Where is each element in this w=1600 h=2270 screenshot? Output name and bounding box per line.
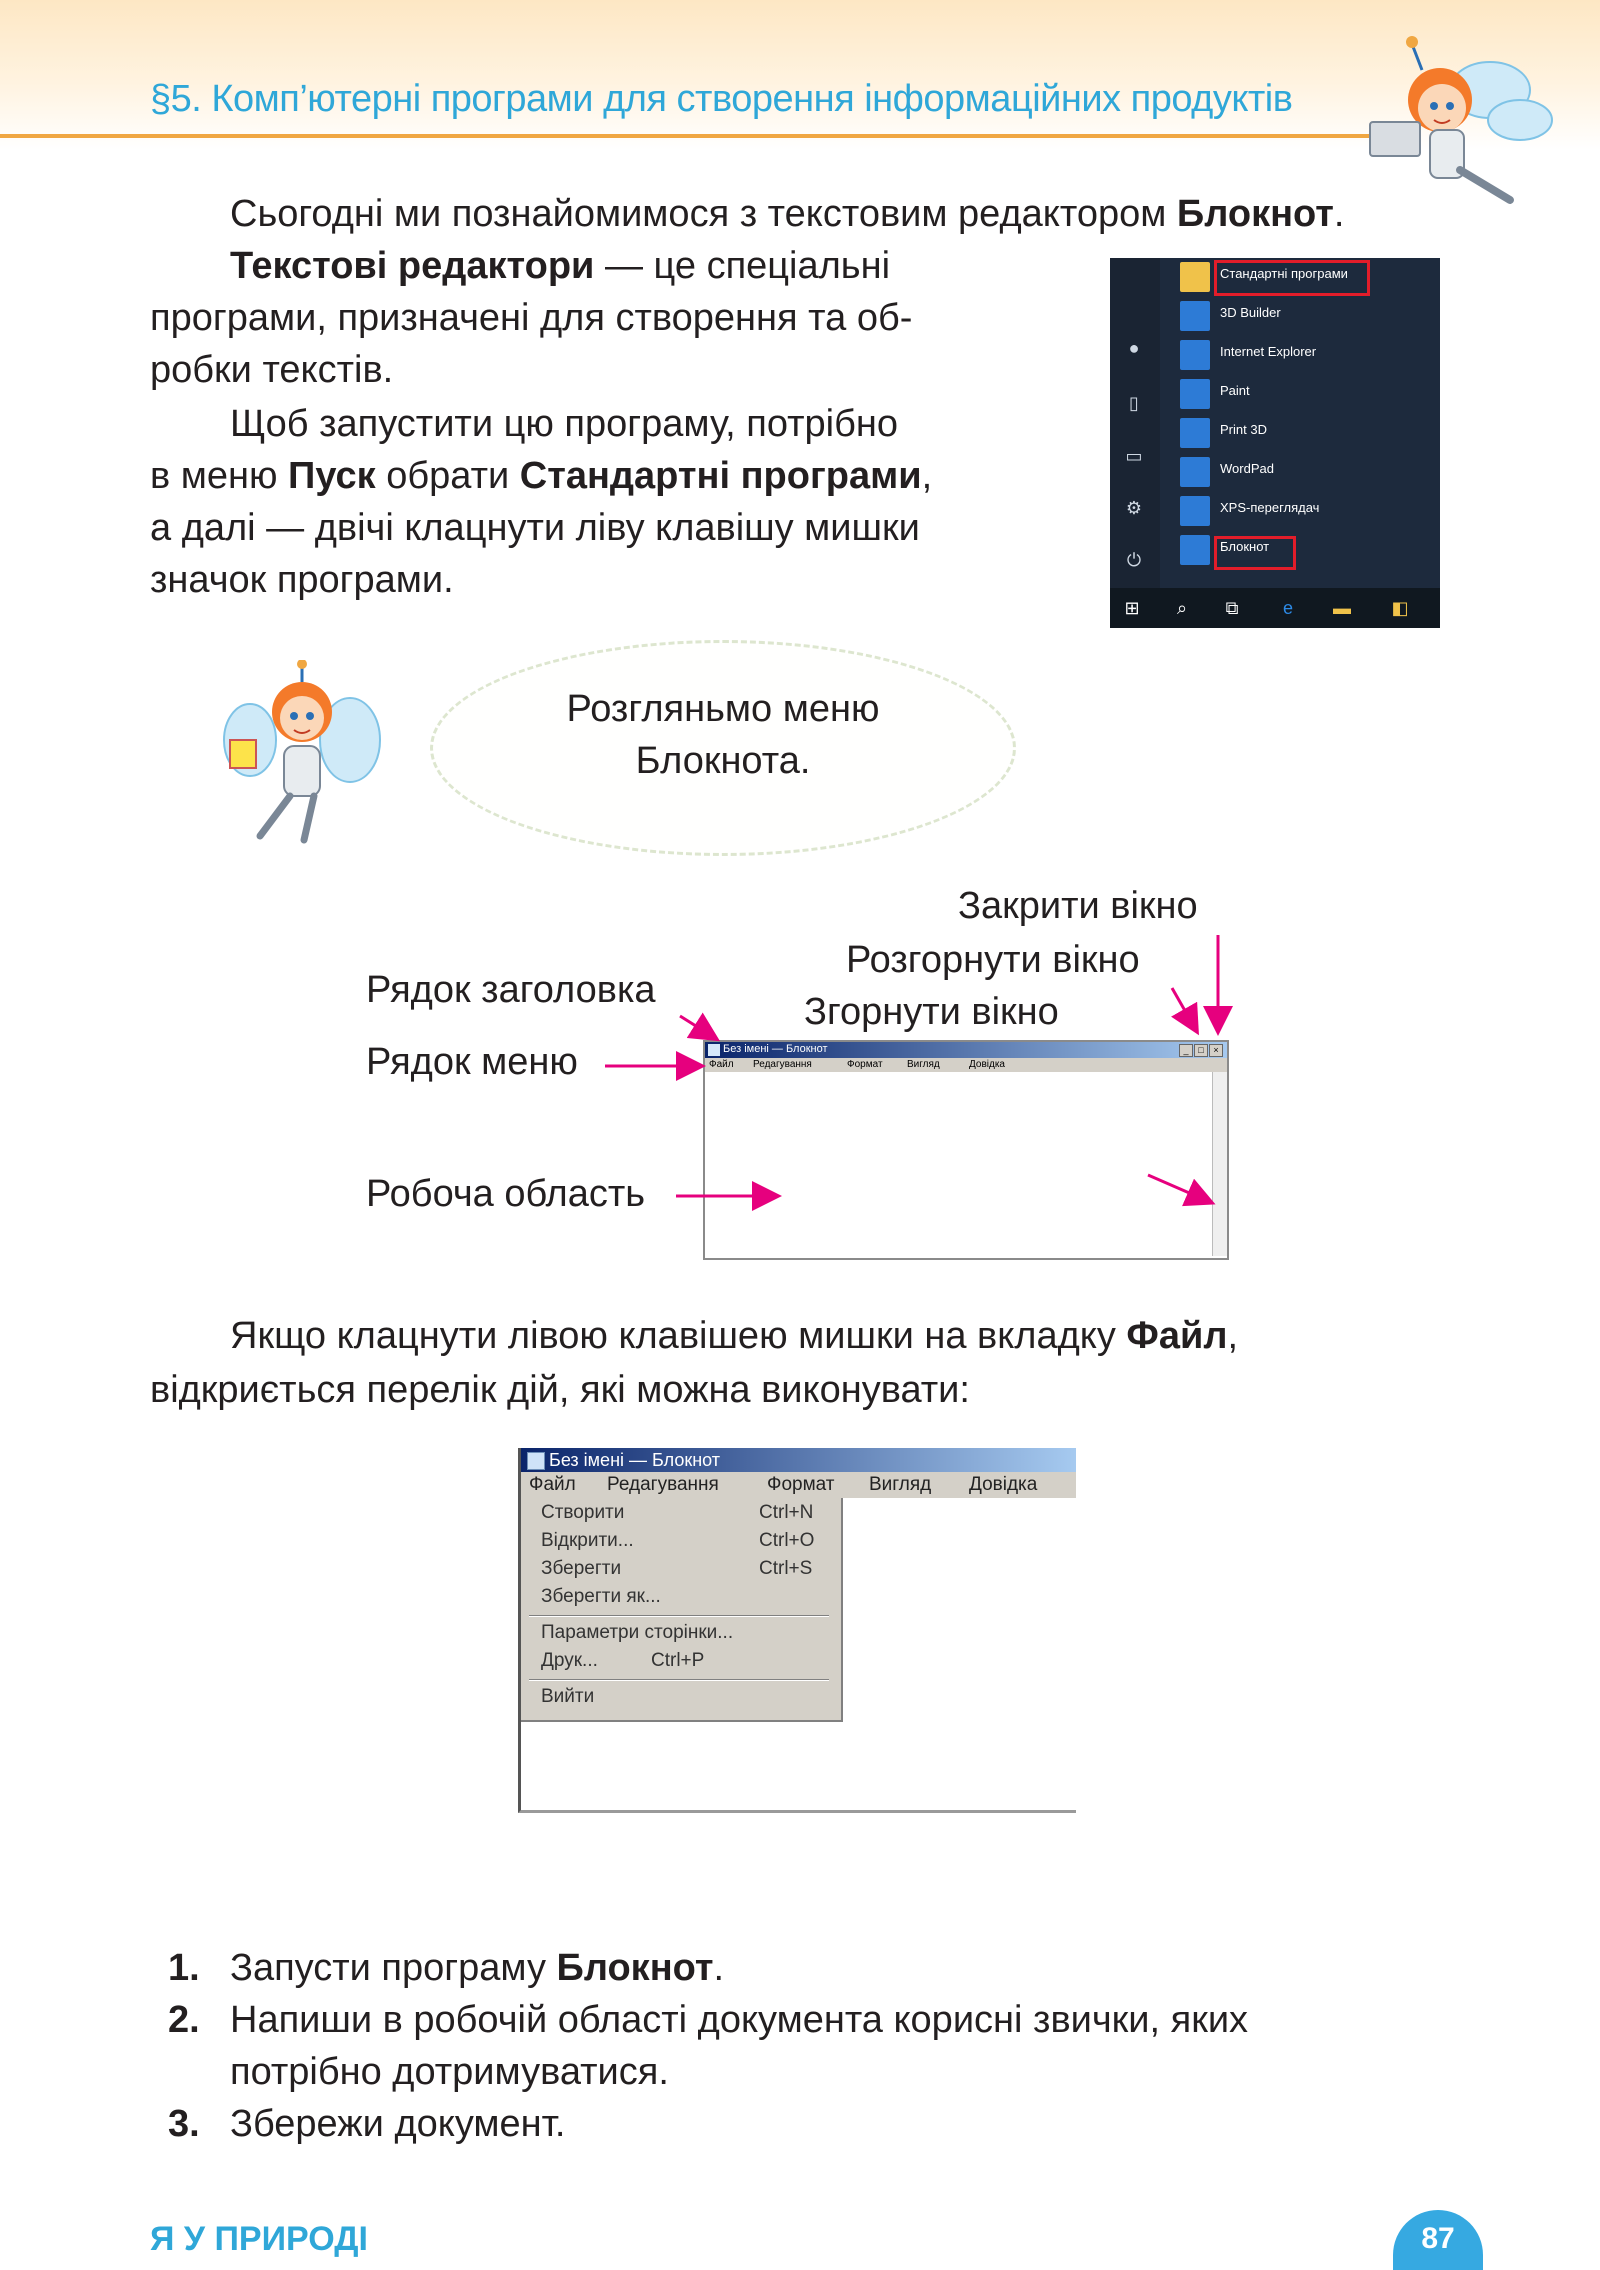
definition-line-1: Текстові редактори — це спеціальні bbox=[230, 245, 891, 287]
page-number: 87 bbox=[1421, 2222, 1455, 2255]
edge-icon[interactable]: e bbox=[1282, 598, 1293, 618]
minimize-button[interactable]: _ bbox=[1179, 1044, 1193, 1057]
shortcut-new: Ctrl+N bbox=[759, 1502, 814, 1523]
instruction-line-2: в меню Пуск обрати Стандартні програми, bbox=[150, 455, 933, 497]
documents-icon: ▯ bbox=[1129, 393, 1139, 413]
arrow-title-bar bbox=[680, 1016, 715, 1038]
shortcut-open: Ctrl+O bbox=[759, 1530, 815, 1551]
start-item-print-3d[interactable]: Print 3D bbox=[1180, 416, 1430, 450]
file-menu-intro-line-2: відкриється перелік дій, які можна виконувати: bbox=[150, 1369, 970, 1411]
start-item-notepad[interactable]: Блокнот bbox=[1180, 533, 1430, 567]
file-menu-screenshot bbox=[518, 1448, 1076, 1813]
intro-line: Сьогодні ми познайомимося з текстовим редактором Блокнот. bbox=[230, 193, 1345, 235]
label-maximize-window: Розгорнути вікно bbox=[846, 939, 1140, 981]
arrow-scrollbar bbox=[1148, 1175, 1210, 1202]
file-dropdown bbox=[521, 1498, 843, 1722]
menu-format[interactable]: Формат bbox=[847, 1059, 883, 1070]
start-item-accessories[interactable]: Стандартні програми bbox=[1180, 260, 1430, 294]
footer-section-title: Я У ПРИРОДІ bbox=[150, 2220, 368, 2258]
menu-item-exit[interactable]: Вийти bbox=[541, 1686, 595, 1707]
speech-bubble-line-1: Розгляньмо меню bbox=[566, 688, 880, 730]
close-button[interactable]: × bbox=[1209, 1044, 1223, 1057]
windows-start-icon[interactable]: ⊞ bbox=[1124, 598, 1140, 618]
definition-line-2: програми, призначені для створення та об- bbox=[150, 297, 913, 339]
search-icon[interactable]: ⌕ bbox=[1176, 598, 1188, 618]
label-title-bar: Рядок заголовка bbox=[366, 969, 656, 1011]
file-menu-intro-line-1: Якщо клацнути лівою клавішею мишки на вкладку Файл, bbox=[230, 1315, 1239, 1357]
menu-edit[interactable]: Редагування bbox=[607, 1474, 719, 1495]
user-icon: ● bbox=[1128, 338, 1140, 358]
shortcut-save: Ctrl+S bbox=[759, 1558, 813, 1579]
label-menu-bar: Рядок меню bbox=[366, 1041, 578, 1083]
menu-item-save-as[interactable]: Зберегти як... bbox=[541, 1586, 661, 1607]
task-item-1: 1. Запусти програму Блокнот. bbox=[168, 1947, 725, 1989]
menu-separator bbox=[529, 1679, 829, 1681]
label-work-area: Робоча область bbox=[366, 1173, 646, 1215]
instruction-line-1: Щоб запустити цю програму, потрібно bbox=[230, 403, 899, 445]
menu-help[interactable]: Довідка bbox=[969, 1474, 1038, 1495]
menu-help[interactable]: Довідка bbox=[969, 1059, 1005, 1070]
task-item-2-continued: потрібно дотримуватися. bbox=[230, 2051, 669, 2093]
task-item-2: 2. Напиши в робочій області документа корисні звички, яких bbox=[168, 1999, 1249, 2041]
definition-line-3: робки текстів. bbox=[150, 349, 394, 391]
pictures-icon: ▭ bbox=[1125, 446, 1143, 466]
power-icon: ⏻ bbox=[1126, 550, 1142, 570]
menu-file[interactable]: Файл bbox=[709, 1059, 734, 1070]
menu-file[interactable]: Файл bbox=[529, 1474, 576, 1495]
start-item-wordpad[interactable]: WordPad bbox=[1180, 455, 1430, 489]
speech-bubble-line-2: Блокнота. bbox=[635, 740, 811, 782]
notepad-title-bar: Без імені — Блокнот _ □ × bbox=[705, 1042, 1227, 1058]
menu-separator bbox=[529, 1615, 829, 1617]
file-menu-bar bbox=[521, 1472, 1076, 1498]
notepad-icon bbox=[527, 1452, 545, 1470]
maximize-button[interactable]: □ bbox=[1194, 1044, 1208, 1057]
menu-view[interactable]: Вигляд bbox=[907, 1059, 940, 1070]
instruction-line-3: а далі — двічі клацнути ліву клавішу мишки bbox=[150, 507, 920, 549]
instruction-line-4: значок програми. bbox=[150, 559, 454, 601]
menu-item-print[interactable]: Друк... bbox=[541, 1650, 598, 1671]
store-icon[interactable]: ◧ bbox=[1391, 598, 1409, 618]
chapter-title: §5. Комп’ютерні програми для створення інформаційних продуктів bbox=[150, 78, 1293, 120]
start-item-internet-explorer[interactable]: Internet Explorer bbox=[1180, 338, 1430, 372]
label-close-window: Закрити вікно bbox=[958, 885, 1198, 927]
start-item-3d-builder[interactable]: 3D Builder bbox=[1180, 299, 1430, 333]
start-item-xps-viewer[interactable]: XPS-переглядач bbox=[1180, 494, 1430, 528]
menu-format[interactable]: Формат bbox=[767, 1474, 835, 1495]
settings-icon: ⚙ bbox=[1125, 498, 1143, 518]
menu-edit[interactable]: Редагування bbox=[753, 1059, 812, 1070]
task-item-3: 3. Збережи документ. bbox=[168, 2103, 566, 2145]
file-explorer-icon[interactable]: ▬ bbox=[1333, 598, 1351, 618]
shortcut-print: Ctrl+P bbox=[651, 1650, 705, 1671]
menu-view[interactable]: Вигляд bbox=[869, 1474, 932, 1495]
task-view-icon[interactable]: ⧉ bbox=[1225, 598, 1239, 618]
arrow-maximize bbox=[1172, 988, 1196, 1030]
file-menu-title-bar: Без імені — Блокнот bbox=[521, 1448, 1076, 1472]
menu-item-save[interactable]: Зберегти bbox=[541, 1558, 622, 1579]
start-item-paint[interactable]: Paint bbox=[1180, 377, 1430, 411]
menu-item-page-setup[interactable]: Параметри сторінки... bbox=[541, 1622, 734, 1643]
menu-item-open[interactable]: Відкрити... bbox=[541, 1530, 634, 1551]
label-minimize-window: Згорнути вікно bbox=[804, 991, 1059, 1033]
menu-item-new[interactable]: Створити bbox=[541, 1502, 625, 1523]
